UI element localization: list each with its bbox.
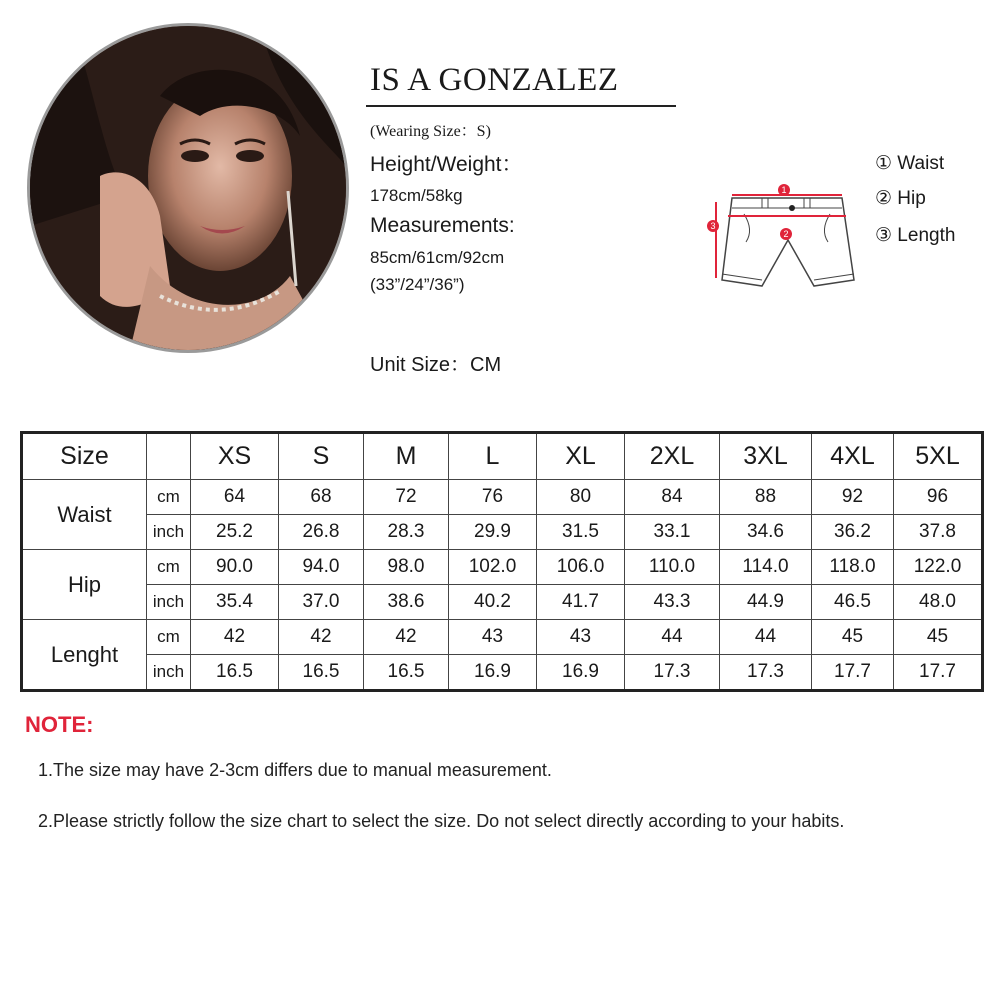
table-cell: 17.3 [625, 655, 720, 691]
unit-inch: inch [147, 585, 191, 620]
table-cell: 45 [812, 620, 894, 655]
model-portrait-image [30, 26, 346, 350]
hip-cm-row [22, 550, 983, 585]
table-cell: 28.3 [364, 515, 449, 550]
size-header: 3XL [720, 433, 812, 480]
table-cell: 84 [625, 480, 720, 515]
table-cell: 37.0 [279, 585, 364, 620]
table-cell: 44 [625, 620, 720, 655]
legend-hip: ② Hip [875, 188, 926, 209]
marker-length-number: 3 [710, 221, 716, 231]
unit-header-cell [147, 433, 191, 480]
wearing-size: (Wearing Size：S) [370, 123, 491, 140]
marker-waist-number: 1 [781, 185, 787, 195]
table-cell: 37.8 [894, 515, 983, 550]
table-cell: 42 [279, 620, 364, 655]
length-inch-row [22, 655, 983, 691]
row-label-waist: Waist [22, 480, 147, 550]
table-cell: 102.0 [449, 550, 537, 585]
table-cell: 16.5 [279, 655, 364, 691]
table-cell: 41.7 [537, 585, 625, 620]
row-label-hip: Hip [22, 550, 147, 620]
unit-cm: cm [147, 550, 191, 585]
table-cell: 17.7 [894, 655, 983, 691]
model-name: IS A GONZALEZ [370, 62, 619, 98]
table-cell: 122.0 [894, 550, 983, 585]
table-cell: 80 [537, 480, 625, 515]
size-header: 5XL [894, 433, 983, 480]
table-cell: 114.0 [720, 550, 812, 585]
legend-length: ③ Length [875, 225, 956, 246]
unit-size [370, 348, 501, 377]
measurements-label: Measurements: [370, 214, 515, 237]
table-cell: 35.4 [191, 585, 279, 620]
note-item-1: 1.The size may have 2-3cm differs due to manual measurement. [38, 760, 552, 780]
table-cell: 90.0 [191, 550, 279, 585]
table-cell: 16.5 [191, 655, 279, 691]
waist-cm-row [22, 480, 983, 515]
name-underline [366, 105, 676, 107]
table-cell: 38.6 [364, 585, 449, 620]
unit-cm: cm [147, 620, 191, 655]
size-chart-table [20, 431, 984, 692]
table-cell: 16.5 [364, 655, 449, 691]
table-cell: 43.3 [625, 585, 720, 620]
table-cell: 46.5 [812, 585, 894, 620]
table-cell: 26.8 [279, 515, 364, 550]
table-cell: 42 [364, 620, 449, 655]
table-cell: 44.9 [720, 585, 812, 620]
table-cell: 110.0 [625, 550, 720, 585]
unit-inch: inch [147, 515, 191, 550]
unit-cm: cm [147, 480, 191, 515]
size-header: L [449, 433, 537, 480]
hip-inch-row [22, 585, 983, 620]
table-cell: 29.9 [449, 515, 537, 550]
unit-inch: inch [147, 655, 191, 691]
table-cell: 92 [812, 480, 894, 515]
height-weight-value: 178cm/58kg [370, 186, 463, 205]
note-item-2: 2.Please strictly follow the size chart to select the size. Do not select directly according to your habits. [38, 811, 845, 831]
height-weight-label: Height/Weight： [370, 153, 523, 176]
table-cell: 17.7 [812, 655, 894, 691]
table-cell: 64 [191, 480, 279, 515]
table-cell: 68 [279, 480, 364, 515]
table-cell: 76 [449, 480, 537, 515]
table-cell: 88 [720, 480, 812, 515]
size-header: 4XL [812, 433, 894, 480]
table-cell: 48.0 [894, 585, 983, 620]
size-header: XL [537, 433, 625, 480]
size-header: M [364, 433, 449, 480]
table-cell: 42 [191, 620, 279, 655]
size-header-row [22, 433, 983, 480]
table-cell: 43 [537, 620, 625, 655]
measurements-inch: (33”/24”/36”) [370, 275, 465, 294]
table-cell: 25.2 [191, 515, 279, 550]
table-cell: 45 [894, 620, 983, 655]
size-header: 2XL [625, 433, 720, 480]
unit-size-value: CM [470, 354, 502, 376]
table-cell: 98.0 [364, 550, 449, 585]
table-cell: 44 [720, 620, 812, 655]
table-cell: 96 [894, 480, 983, 515]
unit-size-label: Unit Size： [370, 354, 471, 376]
note-title: NOTE: [25, 712, 94, 737]
table-cell: 40.2 [449, 585, 537, 620]
legend-waist: ① Waist [875, 153, 945, 174]
table-cell: 17.3 [720, 655, 812, 691]
table-cell: 106.0 [537, 550, 625, 585]
row-label-length: Lenght [22, 620, 147, 691]
marker-hip-number: 2 [783, 229, 789, 239]
waist-inch-row [22, 515, 983, 550]
table-cell: 34.6 [720, 515, 812, 550]
length-cm-row [22, 620, 983, 655]
size-header: S [279, 433, 364, 480]
table-cell: 16.9 [537, 655, 625, 691]
table-cell: 72 [364, 480, 449, 515]
shorts-diagram [704, 180, 866, 292]
size-corner-label: Size [22, 433, 147, 480]
measurements-cm: 85cm/61cm/92cm [370, 248, 505, 267]
table-cell: 31.5 [537, 515, 625, 550]
table-cell: 43 [449, 620, 537, 655]
model-photo [27, 23, 349, 353]
table-cell: 118.0 [812, 550, 894, 585]
size-header: XS [191, 433, 279, 480]
table-cell: 33.1 [625, 515, 720, 550]
table-cell: 16.9 [449, 655, 537, 691]
table-cell: 94.0 [279, 550, 364, 585]
table-cell: 36.2 [812, 515, 894, 550]
